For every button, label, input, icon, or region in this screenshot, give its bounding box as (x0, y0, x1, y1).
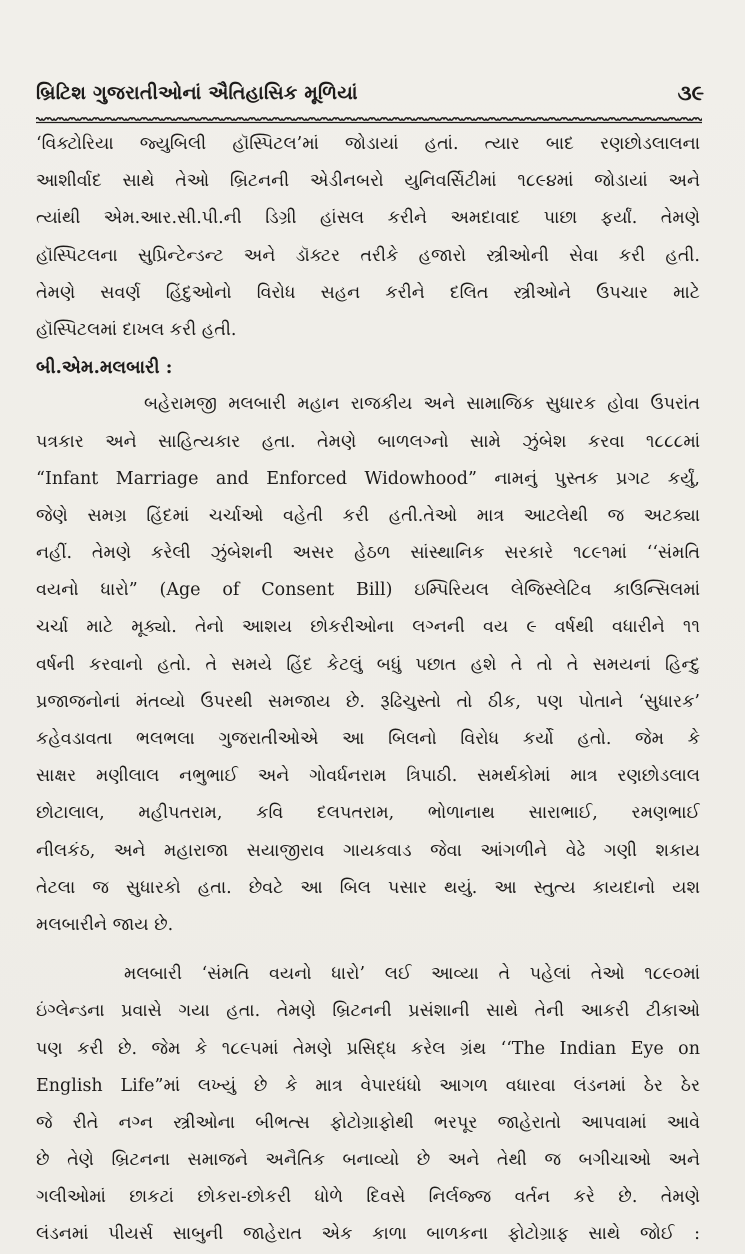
running-head-title: બ્રિટિશ ગુજરાતીઓનાં ઐતિહાસિક મૂળિયાં (36, 82, 358, 104)
text-line: કહેવડાવતા ભલભલા ગુજરાતીઓએ આ બિલનો વિરોધ કર્યો હતો. જેમ કે (36, 729, 700, 749)
text-line: સાક્ષર મણીલાલ નભુભાઈ અને ગોવર્ધનરામ ત્રિપાઠી. સમર્થકોમાં માત્ર રણછોડલાલ (36, 766, 700, 787)
text-line: “Infant Marriage and Enforced Widowhood” નામનું પુસ્તક પ્રગટ કર્યું, (36, 468, 700, 489)
text-line: જે રીતે નગ્ન સ્ત્રીઓના બીભત્સ ફોટોગ્રાફોથી ભરપૂર જાહેરાતો આપવામાં આવે (36, 1112, 700, 1133)
wavy-rule-divider (36, 116, 702, 124)
text-line: ગલીઓમાં છાકટાં છોકરા-છોકરી ધોળે દિવસે નિર્લજ્જ વર્તન કરે છે. તેમણે (36, 1187, 700, 1208)
page-number: ૩૯ (677, 80, 704, 105)
text-line: લંડનમાં પીયર્સ સાબુની જાહેરાત એક કાળા બાળકના ફોટોગ્રાફ સાથે જોઈ : (36, 1224, 700, 1245)
text-line: વયનો ધારો” (Age of Consent Bill) ઇમ્પિરિયલ લેજિસ્લેટિવ કાઉન્સિલમાં (36, 580, 700, 601)
text-line: હૉસ્પિટલના સુપ્રિન્ટેન્ડન્ટ અને ડૉક્ટર તરીકે હજારો સ્ત્રીઓની સેવા કરી હતી. (36, 245, 700, 266)
text-line: પત્રકાર અને સાહિત્યકાર હતા. તેમણે બાળલગ્નો સામે ઝુંબેશ કરવા ૧૮૮૮માં (36, 431, 700, 452)
running-head (36, 78, 704, 112)
text-line: ચર્ચા માટે મૂક્યો. તેનો આશય છોકરીઓના લગ્નની વય ૯ વર્ષથી વધારીને ૧૧ (36, 617, 700, 638)
paragraph-gap (36, 944, 700, 956)
paragraph-3 (36, 956, 700, 1254)
paragraph-2 (36, 386, 700, 944)
body-text (36, 126, 700, 1254)
text-line: નીલકંઠ, અને મહારાજા સયાજીરાવ ગાયકવાડ જેવા આંગળીને વેઢે ગણી શકાય (36, 840, 700, 861)
text-line: બહેરામજી મલબારી મહાન રાજકીય અને સામાજિક સુધારક હોવા ઉપરાંત (144, 394, 700, 415)
text-line: નહીં. તેમણે કરેલી ઝુંબેશની અસર હેઠળ સાંસ્થાનિક સરકારે ૧૮૯૧માં ‘‘સંમતિ (36, 543, 700, 564)
text-line: મલબારી ‘સંમતિ વયનો ધારો’ લઈ આવ્યા તે પહેલાં તેઓ ૧૮૯૦માં (124, 964, 700, 985)
text-line: ઇંગ્લેન્ડના પ્રવાસે ગયા હતા. તેમણે બ્રિટનની પ્રસંશાની સાથે તેની આકરી ટીકાઓ (36, 1001, 700, 1022)
text-line: પ્રજાજનોનાં મંતવ્યો ઉપરથી સમજાય છે. રૂઢિચુસ્તો તો ઠીક, પણ પોતાને ‘સુધારક’ (36, 691, 700, 712)
text-line: મલબારીને જાય છે. (36, 914, 174, 935)
section-heading: બી.એમ.મલબારી : (36, 357, 173, 379)
text-line: તેટલા જ સુધારકો હતા. છેવટે આ બિલ પસાર થયું. આ સ્તુત્ય કાયદાનો યશ (36, 877, 700, 898)
text-line: ત્યાંથી એમ.આર.સી.પી.ની ડિગ્રી હાંસલ કરીને અમદાવાદ પાછા ફર્યાં. તેમણે (36, 208, 700, 229)
text-line: ‘વિક્ટોરિયા જ્યુબિલી હૉસ્પિટલ’માં જોડાયાં હતાં. ત્યાર બાદ રણછોડલાલના (36, 134, 700, 154)
text-line: આશીર્વાદ સાથે તેઓ બ્રિટનની એડીનબરો યુનિવર્સિટીમાં ૧૮૯૪માં જોડાયાં અને (36, 171, 700, 192)
text-line: પણ કરી છે. જેમ કે ૧૮૯૫માં તેમણે પ્રસિદ્ધ કરેલ ગ્રંથ ‘‘The Indian Eye on (36, 1038, 700, 1059)
paragraph-1 (36, 126, 700, 349)
text-line: છે તેણે બ્રિટનના સમાજને અનૈતિક બનાવ્યો છે અને તેથી જ બગીચાઓ અને (36, 1150, 700, 1171)
text-line: English Life”માં લખ્યું છે કે માત્ર વેપારધંધો આગળ વધારવા લંડનમાં ઠેર ઠેર (36, 1075, 700, 1096)
text-line: જેણે સમગ્ર હિંદમાં ચર્ચાઓ વહેતી કરી હતી.તેઓ માત્ર આટલેથી જ અટક્યા (36, 505, 700, 526)
text-line: વર્ષની કરવાનો હતો. તે સમયે હિંદ કેટલું બધું પછાત હશે તે તો તે સમયનાં હિન્દુ (36, 654, 700, 675)
text-line: હૉસ્પિટલમાં દાખલ કરી હતી. (36, 319, 237, 340)
text-line: તેમણે સવર્ણ હિંદુઓનો વિરોધ સહન કરીને દલિત સ્ત્રીઓને ઉપચાર માટે (36, 282, 700, 303)
text-line: છોટાલાલ, મહીપતરામ, કવિ દલપતરામ, ભોળાનાથ સારાભાઈ, રમણભાઈ (36, 803, 700, 824)
